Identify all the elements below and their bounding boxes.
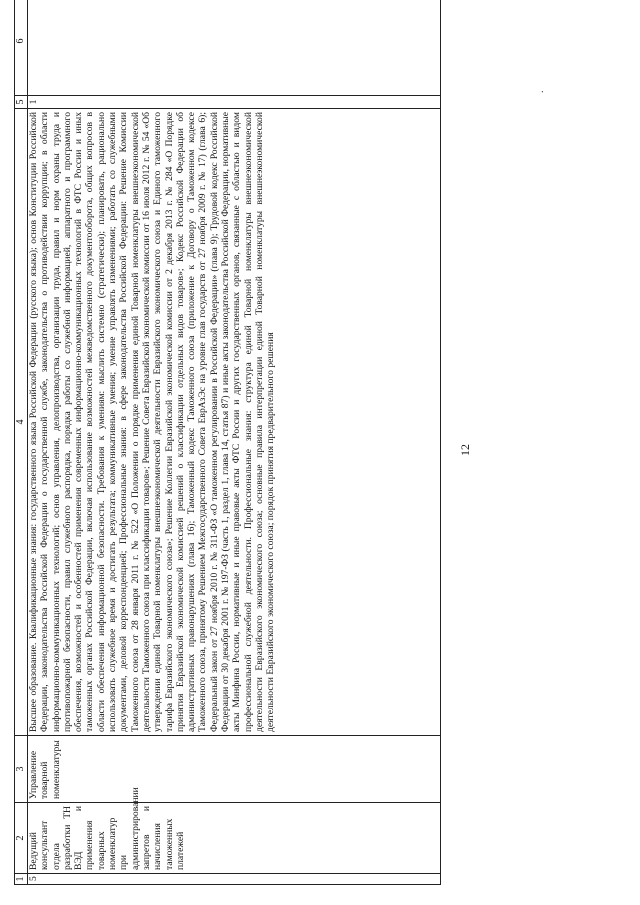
table-row [28, 0, 441, 885]
column-header-5: 5 [15, 96, 28, 109]
table-header-row [15, 0, 28, 885]
column-header-2: 2 [15, 803, 28, 874]
row-number-cell: 5 [28, 874, 441, 885]
requirements-cell: Высшее образование. Квалификационные знания: государственного языка Российской Федерации (русского языка); основ Конституции Российской Федерации, законодательства Российской Федерации о государственной службе, законодательства о противодействии коррупции; в области информационно-коммуникационных технологий; основ управления, делопроизводства, организации труда, правил и норм охраны труда и противопожарной безопасности, правил служебного распорядка, порядка работы со служебной информацией, аппаратного и программного обеспечения, возможностей и особенностей применения современных информационно-коммуникационных технологий в ФТС России и иных таможенных органах Российской Федерации, включая использование возможностей межведомственного документооборота, общих вопросов в области обеспечения информационной безопасности. Требования к умениям: мыслить системно (стратегически); планировать, рационально использовать служебное время и достигать результата; коммуникативные умения; умение управлять изменениями; работать со служебными документами, деловой корреспонденцией; Профессиональные знания: в сфере законодательства Российской Федерации: Решение Комиссии Таможенного союза от 28 января 2011 г. № 522 «О Положении о порядке применения единой Товарной номенклатуры внешнеэкономической деятельности Таможенного союза при классификации товаров»; Решение Совета Евразийской экономической комиссии от 16 июля 2012 г. № 54 «Об утверждении единой Товарной номенклатуры внешнеэкономической деятельности Евразийского экономического союза и Единого таможенного тарифа Евразийского экономического союза»; Решение Коллегии Евразийской экономической комиссии от 2 декабря 2013 г. № 284 «О Порядке принятия Евразийской экономической комиссией решений о классификации отдельных видов товаров»; Кодекс Российской Федерации об административных правонарушениях (глава 16); Таможенный кодекс Таможенного союза (приложение к Договору о Таможенном кодексе Таможенного союза, принятому Решением Межгосударственного Совета ЕврАзЭс на уровне глав государств от 27 ноября 2009 г. № 17) (глава 6); Федеральный закон от 27 ноября 2010 г. № 311-ФЗ «О таможенном регулировании в Российской Федерации» (глава 9); Трудовой кодекс Российской Федерации от 30 декабря 2001 г. № 197-ФЗ (часть 1, раздел 1, глава 14, статья 87) и иные акты законодательства Российской Федерации, нормативные акты Минфина России, нормативные и иные правовые акты ФТС России и других государственных органов, связанные с областью и видом профессиональной служебной деятельности. Профессиональные знания: структура единой Товарной номенклатуры внешнеэкономической деятельности Евразийского экономического союза; основные правила интерпретации единой Товарной номенклатуры внешнеэкономической деятельности Евразийского экономического союза; порядок принятия предварительного решения [28, 109, 441, 736]
position-title-cell: Ведущий консультант отдела разработки ТН ВЭД и применения товарных номенклатур при администрировании запретов и начисления таможенных платежей [28, 803, 441, 874]
stray-mark: . [535, 90, 546, 93]
column-header-6: 6 [15, 0, 28, 96]
column-header-3: 3 [15, 736, 28, 803]
column-header-4: 4 [15, 109, 28, 736]
department-cell: Управление товарной номенклатуры [28, 736, 441, 803]
empty-cell [28, 0, 441, 96]
count-cell: 1 [28, 96, 441, 109]
qualification-table [14, 0, 441, 885]
column-header-1: 1 [15, 874, 28, 885]
page-number: 12 [458, 444, 472, 456]
